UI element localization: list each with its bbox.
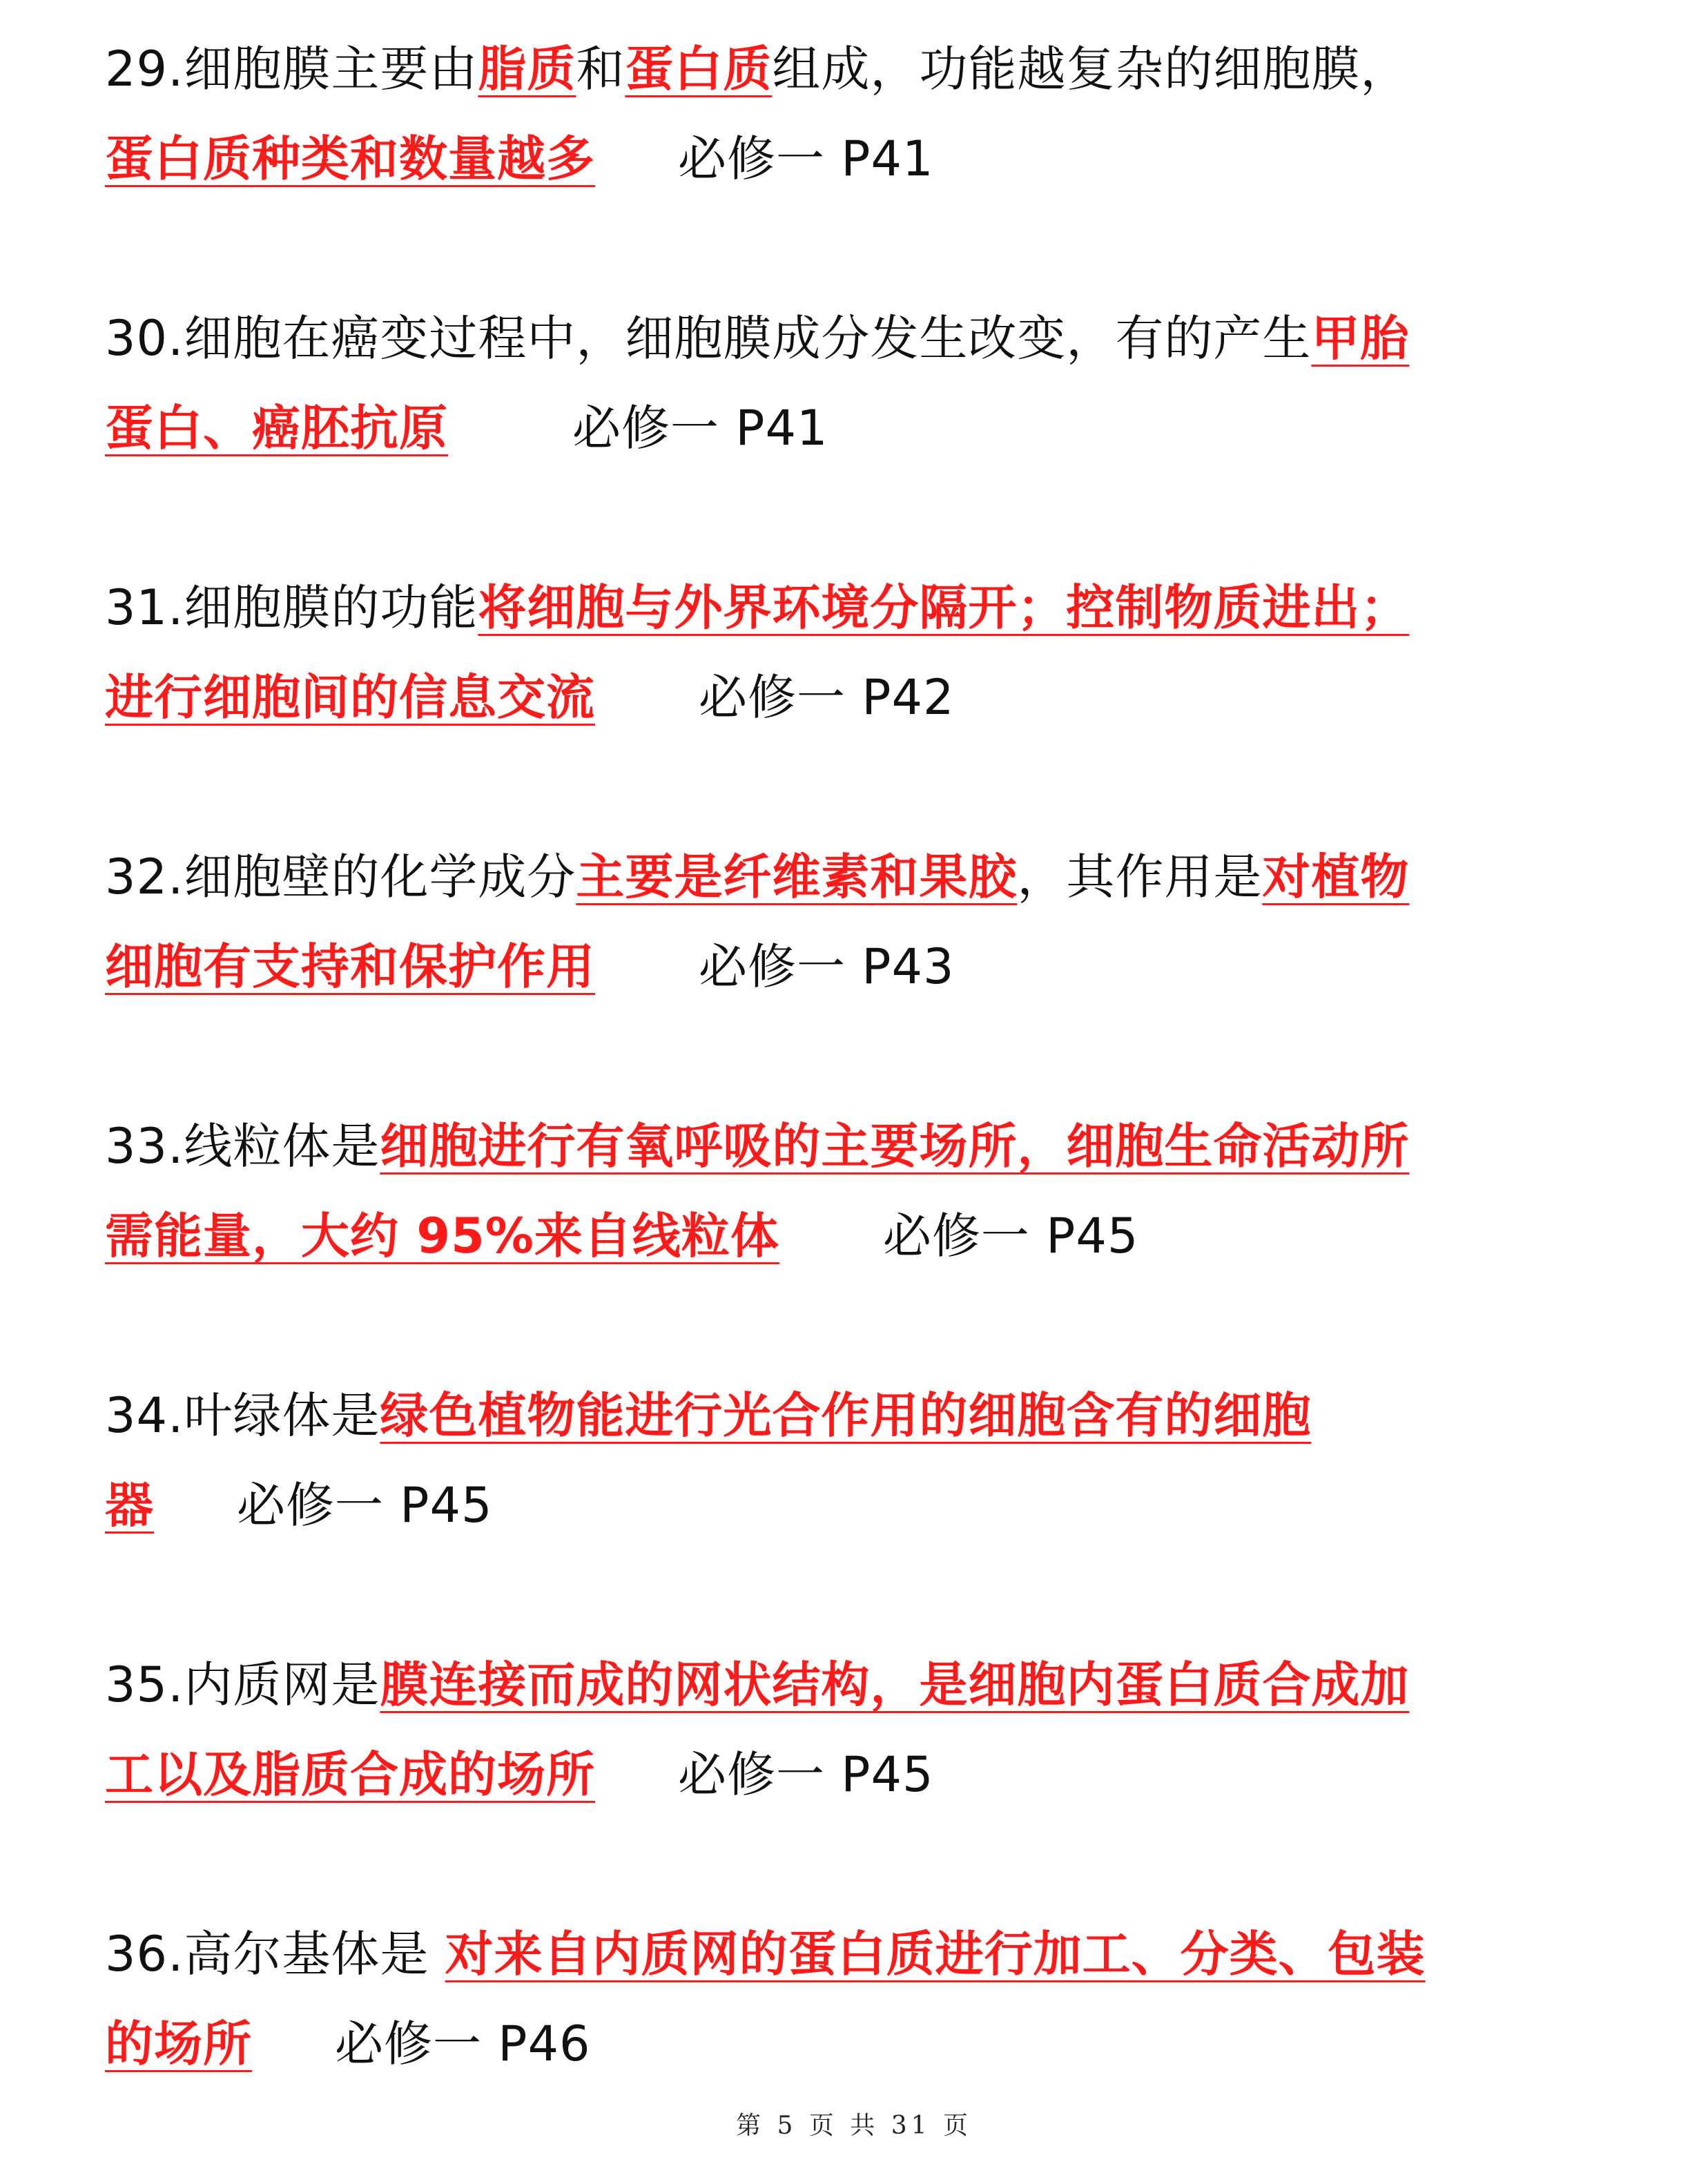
textbook-reference: 必修一 P43 xyxy=(699,938,955,995)
note-line-1 xyxy=(105,563,1610,653)
highlight-answer: 蛋白质种类和数量越多 xyxy=(105,131,595,187)
note-item-31 xyxy=(105,563,1610,742)
page-footer: 第 5 页 共 31 页 xyxy=(736,2112,972,2140)
highlight-answer: 细胞进行有氧呼吸的主要场所，细胞生命活动所 xyxy=(380,1118,1410,1175)
note-text: 33.线粒体是 xyxy=(105,1118,380,1175)
highlight-answer: 工以及脂质合成的场所 xyxy=(105,1746,595,1803)
note-line-2 xyxy=(105,114,1610,204)
highlight-answer: 需能量，大约 95%来自线粒体 xyxy=(105,1208,779,1264)
highlight-answer: 器 xyxy=(105,1477,154,1534)
textbook-reference: 必修一 P46 xyxy=(335,2016,591,2072)
highlight-answer: 对植物 xyxy=(1262,849,1410,905)
note-item-36 xyxy=(105,1909,1610,2089)
note-item-33 xyxy=(105,1101,1610,1281)
highlight-answer: 对来自内质网的蛋白质进行加工、分类、包装 xyxy=(445,1926,1426,1982)
note-line-2 xyxy=(105,383,1610,473)
note-text: 31.细胞膜的功能 xyxy=(105,579,478,636)
note-text: 34.叶绿体是 xyxy=(105,1387,380,1444)
textbook-reference: 必修一 P41 xyxy=(572,400,828,456)
highlight-answer: 主要是纤维素和果胶 xyxy=(576,849,1018,905)
note-line-1 xyxy=(105,293,1610,383)
note-text: 组成，功能越复杂的细胞膜， xyxy=(772,41,1410,97)
note-line-2 xyxy=(105,1191,1610,1281)
highlight-answer: 蛋白质 xyxy=(625,41,773,97)
note-text: 和 xyxy=(576,41,625,97)
textbook-reference: 必修一 P41 xyxy=(678,131,934,187)
note-line-2 xyxy=(105,1730,1610,1819)
note-text: 30.细胞在癌变过程中，细胞膜成分发生改变，有的产生 xyxy=(105,310,1312,367)
textbook-reference: 必修一 P45 xyxy=(882,1208,1139,1264)
note-item-34 xyxy=(105,1371,1610,1550)
textbook-reference: 必修一 P45 xyxy=(237,1477,493,1534)
note-text: ，其作用是 xyxy=(1017,849,1263,905)
highlight-answer: 细胞有支持和保护作用 xyxy=(105,938,595,995)
note-line-1 xyxy=(105,832,1610,922)
note-line-2 xyxy=(105,1460,1610,1550)
note-line-1 xyxy=(105,1101,1610,1191)
note-item-35 xyxy=(105,1640,1610,1819)
note-line-2 xyxy=(105,922,1610,1012)
note-item-29 xyxy=(105,24,1610,204)
note-item-32 xyxy=(105,832,1610,1012)
note-line-1 xyxy=(105,24,1610,114)
highlight-answer: 的场所 xyxy=(105,2016,252,2072)
note-line-1 xyxy=(105,1909,1610,1999)
highlight-answer: 将细胞与外界环境分隔开；控制物质进出； xyxy=(478,579,1410,636)
textbook-reference: 必修一 P42 xyxy=(699,669,955,726)
highlight-answer: 绿色植物能进行光合作用的细胞含有的细胞 xyxy=(380,1387,1312,1444)
textbook-reference: 必修一 P45 xyxy=(678,1746,934,1803)
note-text: 35.内质网是 xyxy=(105,1656,380,1713)
highlight-answer: 膜连接而成的网状结构，是细胞内蛋白质合成加 xyxy=(380,1656,1410,1713)
highlight-answer: 甲胎 xyxy=(1311,310,1410,367)
highlight-answer: 脂质 xyxy=(478,41,576,97)
note-text: 29.细胞膜主要由 xyxy=(105,41,478,97)
note-line-1 xyxy=(105,1640,1610,1730)
note-line-1 xyxy=(105,1371,1610,1460)
note-text: 32.细胞壁的化学成分 xyxy=(105,849,576,905)
highlight-answer: 蛋白、癌胚抗原 xyxy=(105,400,448,456)
note-line-2 xyxy=(105,653,1610,742)
note-line-2 xyxy=(105,1999,1610,2089)
highlight-answer: 进行细胞间的信息交流 xyxy=(105,669,595,726)
note-item-30 xyxy=(105,293,1610,473)
note-text: 36.高尔基体是 xyxy=(105,1926,445,1982)
